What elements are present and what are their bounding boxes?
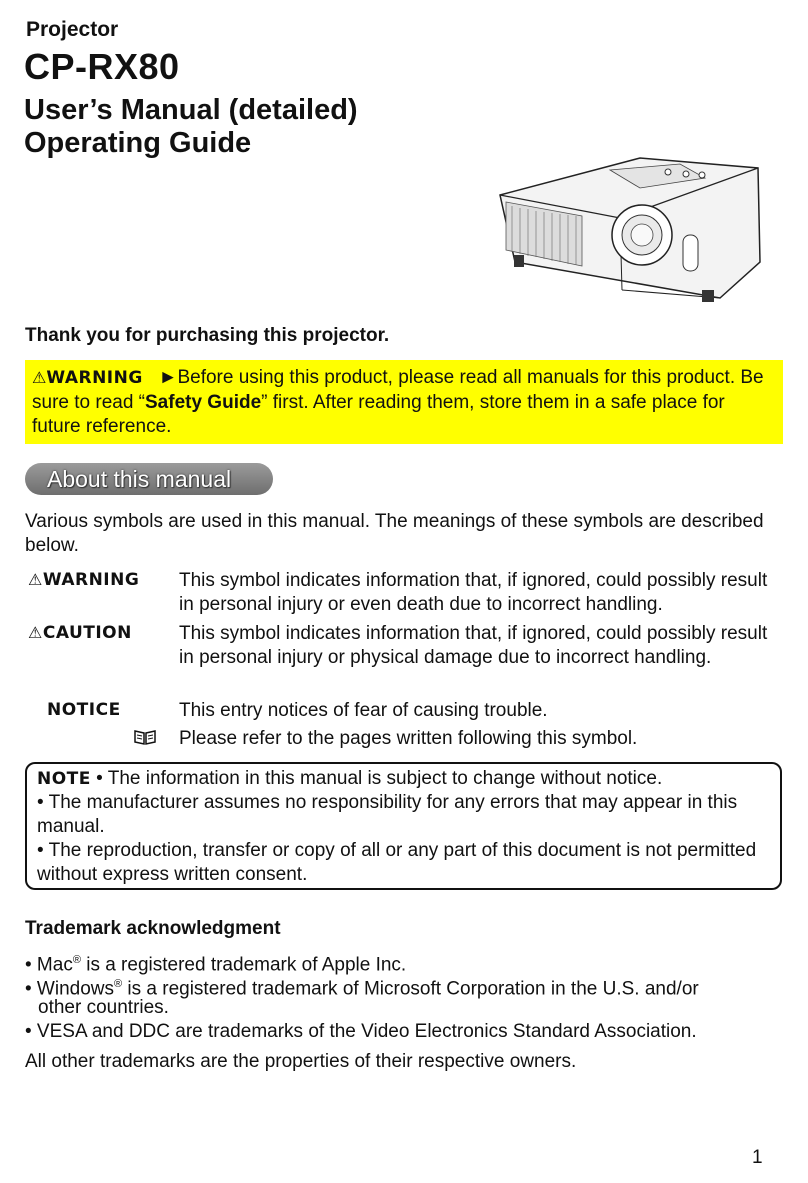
symbol-caution xyxy=(28,623,132,643)
warning-label: WARNING xyxy=(46,368,143,388)
trademark-win-a: • Windows xyxy=(25,978,115,1000)
warning-text-after: ” first. After reading them, store them in a safe place for future reference. xyxy=(32,392,725,437)
title-line-2: Operating Guide xyxy=(24,127,252,159)
trademark-all: All other trademarks are the properties of their respective owners. xyxy=(25,1051,577,1072)
document-category: Projector xyxy=(26,18,119,41)
trademark-heading: Trademark acknowledgment xyxy=(25,918,281,939)
symbol-warning-label: WARNING xyxy=(42,570,140,590)
symbol-book-desc: Please refer to the pages written following this symbol. xyxy=(179,728,638,749)
intro-paragraph: Various symbols are used in this manual. The meanings of these symbols are described below. xyxy=(25,511,764,556)
book-icon xyxy=(133,728,157,746)
page-number: 1 xyxy=(752,1147,763,1168)
thank-you-line: Thank you for purchasing this projector. xyxy=(25,325,390,346)
warning-triangle-icon: ⚠ xyxy=(32,370,47,387)
note-box xyxy=(25,762,782,890)
section-header-about: About this manual xyxy=(25,463,273,495)
safety-guide-ref: Safety Guide xyxy=(145,392,262,413)
warning-box xyxy=(25,360,783,444)
symbol-notice-desc: This entry notices of fear of causing trouble. xyxy=(179,700,548,721)
trademark-mac-b: is a registered trademark of Apple Inc. xyxy=(80,954,407,976)
title-line-1: User’s Manual (detailed) xyxy=(24,94,358,126)
symbol-warning-desc: This symbol indicates information that, if ignored, could possibly result in personal injury or even death due to incorrect handling. xyxy=(179,570,768,615)
trademark-vesa: • VESA and DDC are trademarks of the Video Electronics Standard Association. xyxy=(25,1021,697,1042)
trademark-win-b: is a registered trademark of Microsoft Corporation in the U.S. and/or xyxy=(122,978,699,1000)
note-label: NOTE xyxy=(37,769,91,789)
model-name: CP-RX80 xyxy=(24,46,180,87)
symbol-caution-desc: This symbol indicates information that, if ignored, could possibly result in personal injury or physical damage due to incorrect handling. xyxy=(179,623,768,668)
trademark-mac-a: • Mac xyxy=(25,954,73,976)
warning-text-before: ►Before using this product, please read all manuals for this product. Be sure to read “ xyxy=(32,367,764,413)
trademark-windows-cont: other countries. xyxy=(38,997,169,1018)
symbol-caution-label: CAUTION xyxy=(42,623,132,643)
projector-illustration xyxy=(490,150,765,310)
note-line-2: • The manufacturer assumes no responsibility for any errors that may appear in this manual. xyxy=(37,792,738,837)
registered-mark: ® xyxy=(114,978,123,990)
caution-triangle-icon: ⚠ xyxy=(28,623,43,642)
registered-mark: ® xyxy=(72,954,81,966)
symbol-notice-label: NOTICE xyxy=(47,700,121,720)
symbol-warning xyxy=(28,570,139,590)
note-line-1: • The information in this manual is subject to change without notice. xyxy=(90,768,663,789)
warning-triangle-icon: ⚠ xyxy=(28,570,43,589)
note-line-3: • The reproduction, transfer or copy of all or any part of this document is not permitted without express written consent. xyxy=(37,840,757,885)
